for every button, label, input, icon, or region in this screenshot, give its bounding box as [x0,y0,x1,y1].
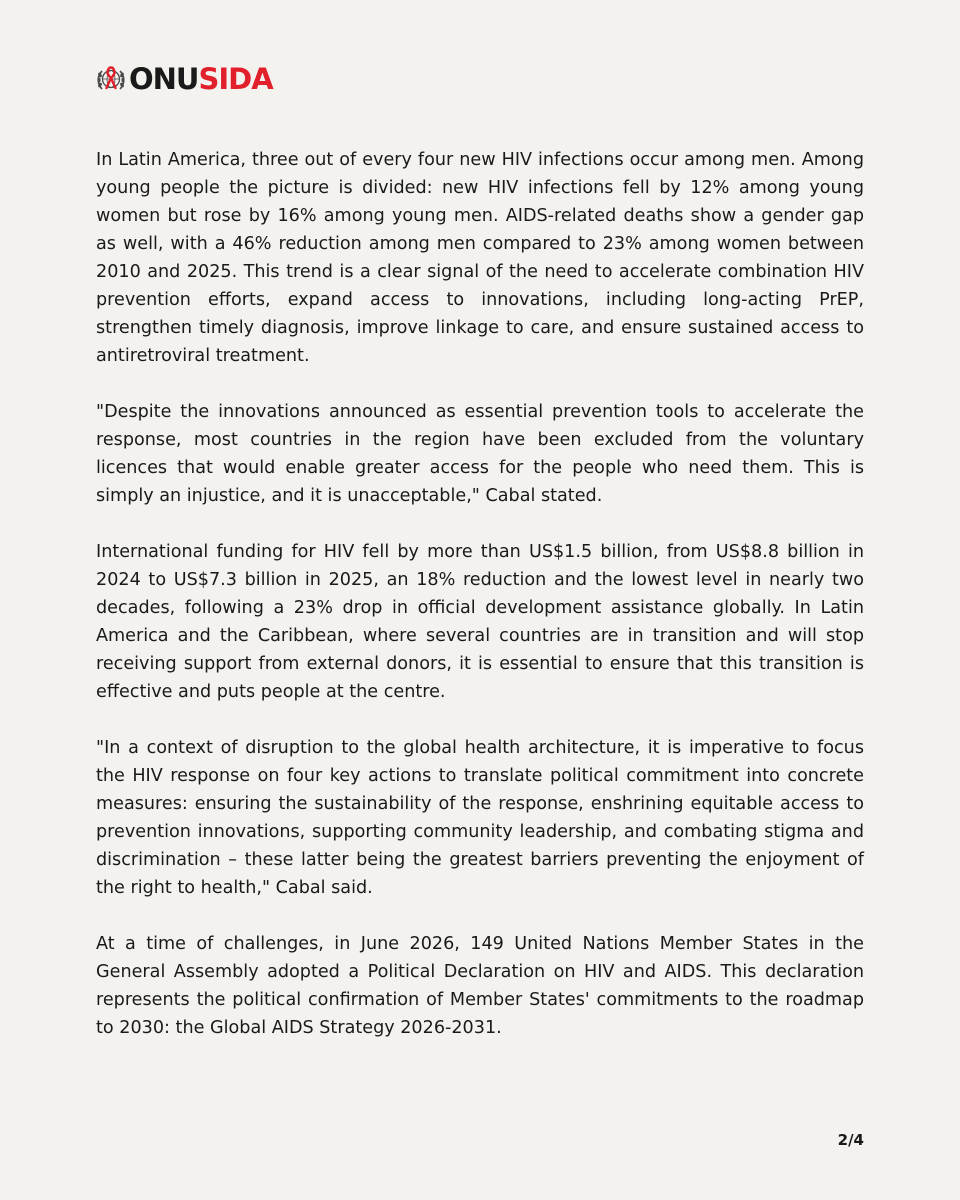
page-number: 2/4 [837,1131,864,1149]
brand-wordmark-part1: ONU [129,61,199,96]
paragraph-cabal-quote-key-actions: "In a context of disruption to the global health architecture, it is imperative to focus the HIV response on four key actions to translate political commitment into concrete measures: ensuring the sustainability of the response, enshrining equitable access to prevention innovations, supporting community leadership, and combating stigma and discrimination – these latter being the greatest barriers preventing the enjoyment of the right to health," Cabal said. [96,738,864,898]
paragraph-cabal-quote-licences: "Despite the innovations announced as essential prevention tools to accelerate the response, most countries in the region have been excluded from the voluntary licences that would enable greater access for the people who need them. This is simply an injustice, and it is unacceptable," Cabal stated. [96,402,864,506]
onusida-logo [96,61,273,96]
brand-wordmark [129,61,273,96]
brand-wordmark-part2: SIDA [198,61,273,96]
paragraph-international-funding: International funding for HIV fell by more than US$1.5 billion, from US$8.8 billion in 2024 to US$7.3 billion in 2025, an 18% reduction and the lowest level in nearly two decades, following a 23% drop in official development assistance globally. In Latin America and the Caribbean, where several countries are in transition and will stop receiving support from external donors, it is essential to ensure that this transition is effective and puts people at the centre. [96,542,864,702]
article-body [96,146,864,1070]
un-emblem-red-ribbon-icon [96,64,126,94]
paragraph-political-declaration: At a time of challenges, in June 2026, 149 United Nations Member States in the General Assembly adopted a Political Declaration on HIV and AIDS. This declaration represents the political confirmation of Member States' commitments to the roadmap to 2030: the Global AIDS Strategy 2026-2031. [96,934,864,1038]
paragraph-gender-gap: In Latin America, three out of every four new HIV infections occur among men. Among young people the picture is divided: new HIV infections fell by 12% among young women but rose by 16% among young men. AIDS-related deaths show a gender gap as well, with a 46% reduction among men compared to 23% among women between 2010 and 2025. This trend is a clear signal of the need to accelerate combination HIV prevention efforts, expand access to innovations, including long-acting PrEP, strengthen timely diagnosis, improve linkage to care, and ensure sustained access to antiretroviral treatment. [96,150,864,366]
